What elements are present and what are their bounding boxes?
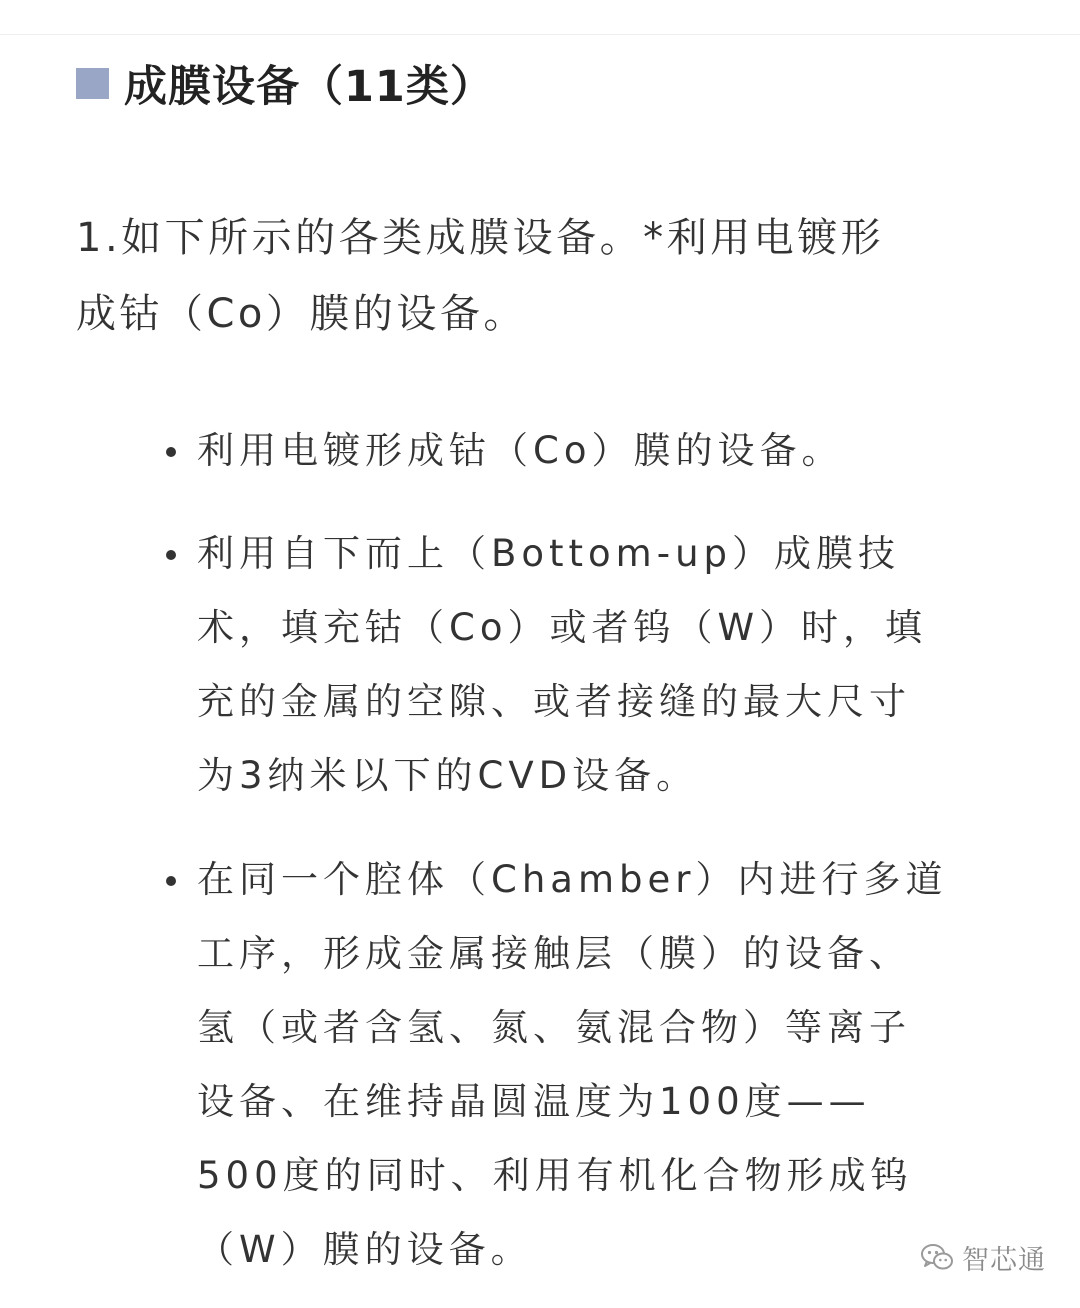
list-item-line: 氢（或者含氢、氮、氨混合物）等离子 <box>197 1006 911 1049</box>
list-item-line: 设备、在维持晶圆温度为100度—— <box>197 1080 871 1123</box>
list-item-line: 利用电镀形成钴（Co）膜的设备。 <box>197 429 844 472</box>
list-item-line: 在同一个腔体（Chamber）内进行多道 <box>197 858 948 901</box>
intro-line: 1.如下所示的各类成膜设备。*利用电镀形 <box>76 215 885 261</box>
watermark-text: 智芯通 <box>962 1244 1046 1276</box>
bullet-dot <box>166 550 176 560</box>
list-item-line: 利用自下而上（Bottom-up）成膜技 <box>197 532 901 575</box>
top-divider <box>0 34 1080 35</box>
list-item-text <box>197 843 947 1287</box>
list-item-line: 为3纳米以下的CVD设备。 <box>197 754 699 797</box>
section-title: 成膜设备（11类） <box>124 61 494 112</box>
heading-square-marker <box>76 68 109 99</box>
bullet-dot <box>166 447 176 457</box>
list-item-line: （W）膜的设备。 <box>197 1228 533 1271</box>
intro-paragraph <box>76 200 1006 352</box>
list-item-line: 工序，形成金属接触层（膜）的设备、 <box>197 932 911 975</box>
list-item-text <box>197 517 927 813</box>
section-heading <box>76 50 494 116</box>
wechat-icon <box>920 1242 954 1272</box>
account-watermark <box>920 1237 1046 1277</box>
intro-line: 成钴（Co）膜的设备。 <box>76 291 527 337</box>
list-item-line: 术，填充钴（Co）或者钨（W）时，填 <box>197 606 928 649</box>
list-item-text <box>197 414 843 488</box>
list-item-line: 500度的同时、利用有机化合物形成钨 <box>197 1154 913 1197</box>
list-item-line: 充的金属的空隙、或者接缝的最大尺寸 <box>197 680 911 723</box>
bullet-dot <box>166 876 176 886</box>
